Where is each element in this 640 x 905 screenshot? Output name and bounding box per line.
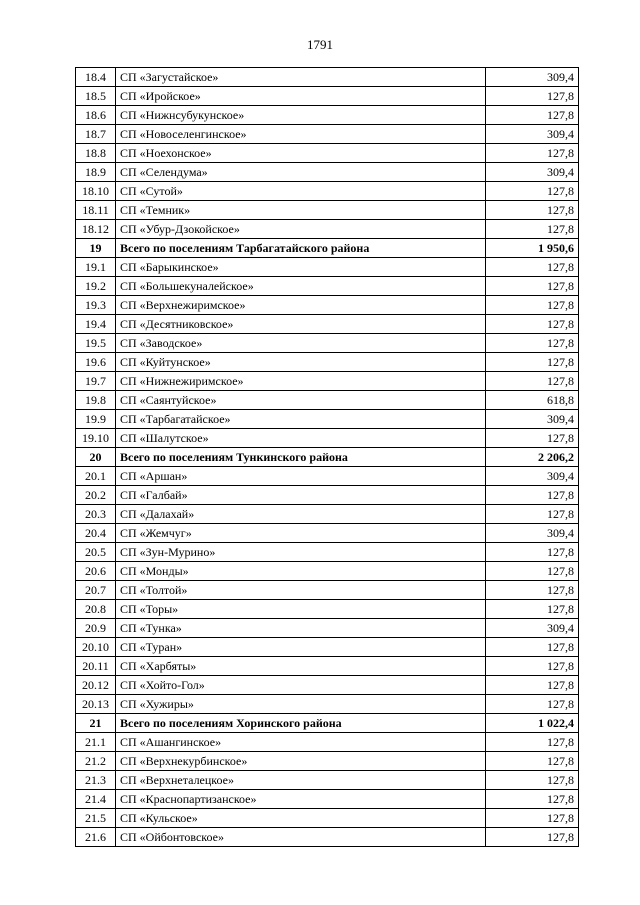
amount-value: 127,8 (486, 638, 579, 657)
row-number: 20.3 (76, 505, 116, 524)
amount-value: 127,8 (486, 733, 579, 752)
amount-value: 127,8 (486, 809, 579, 828)
amount-value: 309,4 (486, 619, 579, 638)
amount-value: 127,8 (486, 676, 579, 695)
amount-value: 127,8 (486, 562, 579, 581)
table-row (76, 600, 579, 619)
settlement-name: СП «Саянтуйское» (116, 391, 486, 410)
table-row (76, 790, 579, 809)
amount-value: 309,4 (486, 410, 579, 429)
table-row (76, 752, 579, 771)
amount-value: 127,8 (486, 144, 579, 163)
row-number: 18.8 (76, 144, 116, 163)
row-number: 21 (76, 714, 116, 733)
amount-value: 127,8 (486, 771, 579, 790)
table-row (76, 733, 579, 752)
settlement-name: СП «Кульское» (116, 809, 486, 828)
row-number: 20.7 (76, 581, 116, 600)
settlement-name: СП «Харбяты» (116, 657, 486, 676)
settlement-name: СП «Жемчуг» (116, 524, 486, 543)
amount-value: 127,8 (486, 315, 579, 334)
row-number: 20.6 (76, 562, 116, 581)
table-row (76, 619, 579, 638)
table-row (76, 125, 579, 144)
row-number: 19.10 (76, 429, 116, 448)
settlement-name: СП «Куйтунское» (116, 353, 486, 372)
row-number: 18.10 (76, 182, 116, 201)
row-number: 20.1 (76, 467, 116, 486)
settlement-name: СП «Верхнежиримское» (116, 296, 486, 315)
table-row (76, 486, 579, 505)
row-number: 19.2 (76, 277, 116, 296)
row-number: 20 (76, 448, 116, 467)
row-number: 19.9 (76, 410, 116, 429)
amount-value: 127,8 (486, 581, 579, 600)
row-number: 21.3 (76, 771, 116, 790)
amount-value: 618,8 (486, 391, 579, 410)
amount-value: 127,8 (486, 790, 579, 809)
amount-value: 309,4 (486, 68, 579, 87)
amount-value: 127,8 (486, 106, 579, 125)
table-row (76, 657, 579, 676)
table-row (76, 277, 579, 296)
settlement-name: СП «Темник» (116, 201, 486, 220)
table-row (76, 68, 579, 87)
settlement-name: СП «Селендума» (116, 163, 486, 182)
table-row (76, 163, 579, 182)
amount-value: 2 206,2 (486, 448, 579, 467)
settlement-name: СП «Тунка» (116, 619, 486, 638)
table-row (76, 391, 579, 410)
amount-value: 127,8 (486, 334, 579, 353)
table-row (76, 543, 579, 562)
settlement-name: СП «Зун-Мурино» (116, 543, 486, 562)
row-number: 18.12 (76, 220, 116, 239)
table-row (76, 220, 579, 239)
settlement-name: СП «Ноехонское» (116, 144, 486, 163)
row-number: 20.9 (76, 619, 116, 638)
row-number: 20.11 (76, 657, 116, 676)
settlement-name: Всего по поселениям Хоринского района (116, 714, 486, 733)
amount-value: 127,8 (486, 486, 579, 505)
table-row (76, 524, 579, 543)
amount-value: 127,8 (486, 600, 579, 619)
table-row (76, 296, 579, 315)
settlement-name: СП «Заводское» (116, 334, 486, 353)
settlement-name: СП «Хойто-Гол» (116, 676, 486, 695)
table-row (76, 676, 579, 695)
row-number: 19.8 (76, 391, 116, 410)
settlement-name: СП «Тарбагатайское» (116, 410, 486, 429)
amount-value: 127,8 (486, 258, 579, 277)
table-row (76, 201, 579, 220)
table-row (76, 106, 579, 125)
settlement-name: СП «Ашангинское» (116, 733, 486, 752)
amount-value: 127,8 (486, 505, 579, 524)
amount-value: 127,8 (486, 828, 579, 847)
settlement-name: СП «Туран» (116, 638, 486, 657)
row-number: 20.13 (76, 695, 116, 714)
table-row (76, 695, 579, 714)
amount-value: 127,8 (486, 220, 579, 239)
row-number: 21.6 (76, 828, 116, 847)
row-number: 19.4 (76, 315, 116, 334)
row-number: 21.2 (76, 752, 116, 771)
settlement-name: СП «Монды» (116, 562, 486, 581)
settlement-name: СП «Галбай» (116, 486, 486, 505)
row-number: 20.10 (76, 638, 116, 657)
settlement-name: СП «Шалутское» (116, 429, 486, 448)
amount-value: 127,8 (486, 182, 579, 201)
table-row (76, 828, 579, 847)
settlement-name: СП «Толтой» (116, 581, 486, 600)
row-number: 19.7 (76, 372, 116, 391)
amount-value: 309,4 (486, 467, 579, 486)
row-number: 19.5 (76, 334, 116, 353)
table-body (76, 68, 579, 847)
page-number: 1791 (307, 37, 333, 52)
settlement-name: Всего по поселениям Тарбагатайского района (116, 239, 486, 258)
settlement-name: СП «Убур-Дзокойское» (116, 220, 486, 239)
table-row-total (76, 448, 579, 467)
amount-value: 127,8 (486, 277, 579, 296)
row-number: 19 (76, 239, 116, 258)
settlement-name: СП «Большекуналейское» (116, 277, 486, 296)
row-number: 20.8 (76, 600, 116, 619)
settlement-name: СП «Хужиры» (116, 695, 486, 714)
row-number: 18.6 (76, 106, 116, 125)
table-row (76, 562, 579, 581)
settlement-name: СП «Торы» (116, 600, 486, 619)
amount-value: 309,4 (486, 125, 579, 144)
row-number: 19.3 (76, 296, 116, 315)
amount-value: 127,8 (486, 429, 579, 448)
table-row (76, 809, 579, 828)
settlement-name: СП «Загустайское» (116, 68, 486, 87)
settlement-name: СП «Верхнеталецкое» (116, 771, 486, 790)
amount-value: 127,8 (486, 296, 579, 315)
amount-value: 127,8 (486, 201, 579, 220)
table-row (76, 87, 579, 106)
settlement-name: СП «Ойбонтовское» (116, 828, 486, 847)
amount-value: 127,8 (486, 353, 579, 372)
table-row (76, 182, 579, 201)
table-row (76, 258, 579, 277)
table-row (76, 581, 579, 600)
table-row (76, 334, 579, 353)
settlement-name: Всего по поселениям Тункинского района (116, 448, 486, 467)
settlement-name: СП «Нижнежиримское» (116, 372, 486, 391)
table-row (76, 467, 579, 486)
row-number: 19.6 (76, 353, 116, 372)
table-row (76, 429, 579, 448)
row-number: 18.4 (76, 68, 116, 87)
amount-value: 1 022,4 (486, 714, 579, 733)
settlement-name: СП «Иройское» (116, 87, 486, 106)
row-number: 20.4 (76, 524, 116, 543)
amount-value: 127,8 (486, 752, 579, 771)
row-number: 18.5 (76, 87, 116, 106)
row-number: 21.5 (76, 809, 116, 828)
amount-value: 127,8 (486, 87, 579, 106)
settlement-name: СП «Далахай» (116, 505, 486, 524)
settlement-name: СП «Десятниковское» (116, 315, 486, 334)
settlement-name: СП «Сутой» (116, 182, 486, 201)
table-row-total (76, 714, 579, 733)
table-row (76, 771, 579, 790)
amount-value: 127,8 (486, 695, 579, 714)
row-number: 20.5 (76, 543, 116, 562)
settlement-name: СП «Аршан» (116, 467, 486, 486)
amount-value: 309,4 (486, 524, 579, 543)
settlement-name: СП «Новоселенгинское» (116, 125, 486, 144)
table-row (76, 410, 579, 429)
table-row (76, 353, 579, 372)
table-row-total (76, 239, 579, 258)
row-number: 21.4 (76, 790, 116, 809)
settlement-name: СП «Верхнекурбинское» (116, 752, 486, 771)
amount-value: 1 950,6 (486, 239, 579, 258)
amount-value: 309,4 (486, 163, 579, 182)
table-row (76, 315, 579, 334)
table-row (76, 638, 579, 657)
amount-value: 127,8 (486, 372, 579, 391)
table-row (76, 372, 579, 391)
row-number: 20.2 (76, 486, 116, 505)
settlement-name: СП «Краснопартизанское» (116, 790, 486, 809)
row-number: 18.7 (76, 125, 116, 144)
amount-value: 127,8 (486, 543, 579, 562)
settlement-name: СП «Барыкинское» (116, 258, 486, 277)
row-number: 18.9 (76, 163, 116, 182)
table-row (76, 505, 579, 524)
amount-value: 127,8 (486, 657, 579, 676)
table-row (76, 144, 579, 163)
row-number: 21.1 (76, 733, 116, 752)
row-number: 20.12 (76, 676, 116, 695)
allocation-table (75, 67, 579, 847)
settlement-name: СП «Нижнсубукунское» (116, 106, 486, 125)
row-number: 18.11 (76, 201, 116, 220)
row-number: 19.1 (76, 258, 116, 277)
